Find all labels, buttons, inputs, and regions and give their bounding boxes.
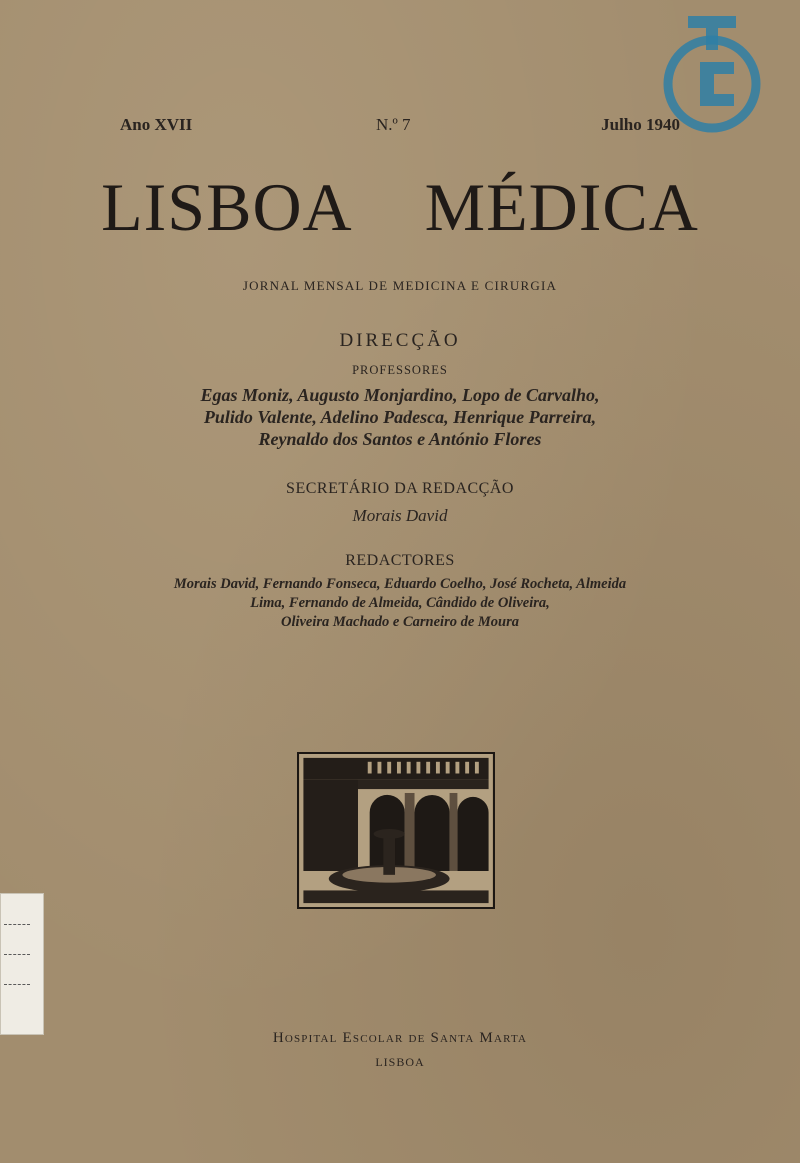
label-line — [4, 984, 30, 985]
redactores-heading: REDACTORES — [345, 552, 455, 569]
direccao-heading: DIRECÇÃO — [339, 330, 461, 351]
label-line — [4, 924, 30, 925]
issue-year: Ano XVII — [120, 115, 193, 134]
issue-date: Julho 1940 — [601, 115, 680, 134]
publisher-city: LISBOA — [375, 1055, 425, 1069]
journal-title — [0, 168, 800, 247]
title-word-2: MÉDICA — [424, 169, 699, 245]
direccao-names — [0, 384, 800, 450]
library-spine-label — [0, 893, 44, 1035]
label-line — [4, 954, 30, 955]
title-word-1: LISBOA — [101, 169, 353, 245]
direccao-line: Pulido Valente, Adelino Padesca, Henrique Parreira, — [203, 407, 597, 427]
direccao-line: Reynaldo dos Santos e António Flores — [258, 429, 542, 449]
issue-header — [120, 115, 680, 139]
secretario-heading: SECRETÁRIO DA REDACÇÃO — [286, 480, 514, 497]
redactores-names — [0, 575, 800, 632]
redactores-line: Morais David, Fernando Fonseca, Eduardo Coelho, José Rocheta, Almeida — [173, 576, 627, 592]
professores-subheading: PROFESSORES — [352, 363, 448, 377]
redactores-line: Oliveira Machado e Carneiro de Moura — [280, 614, 520, 630]
direccao-line: Egas Moniz, Augusto Monjardino, Lopo de Carvalho, — [200, 385, 600, 405]
issue-number: N.º 7 — [376, 115, 411, 134]
secretario-name: Morais David — [352, 506, 448, 525]
publisher-hospital: Hospital Escolar de Santa Marta — [272, 1030, 528, 1046]
cloister-woodcut-illustration — [297, 752, 495, 909]
redactores-line: Lima, Fernando de Almeida, Cândido de Oliveira, — [250, 595, 550, 611]
journal-subtitle: JORNAL MENSAL DE MEDICINA E CIRURGIA — [242, 278, 558, 293]
